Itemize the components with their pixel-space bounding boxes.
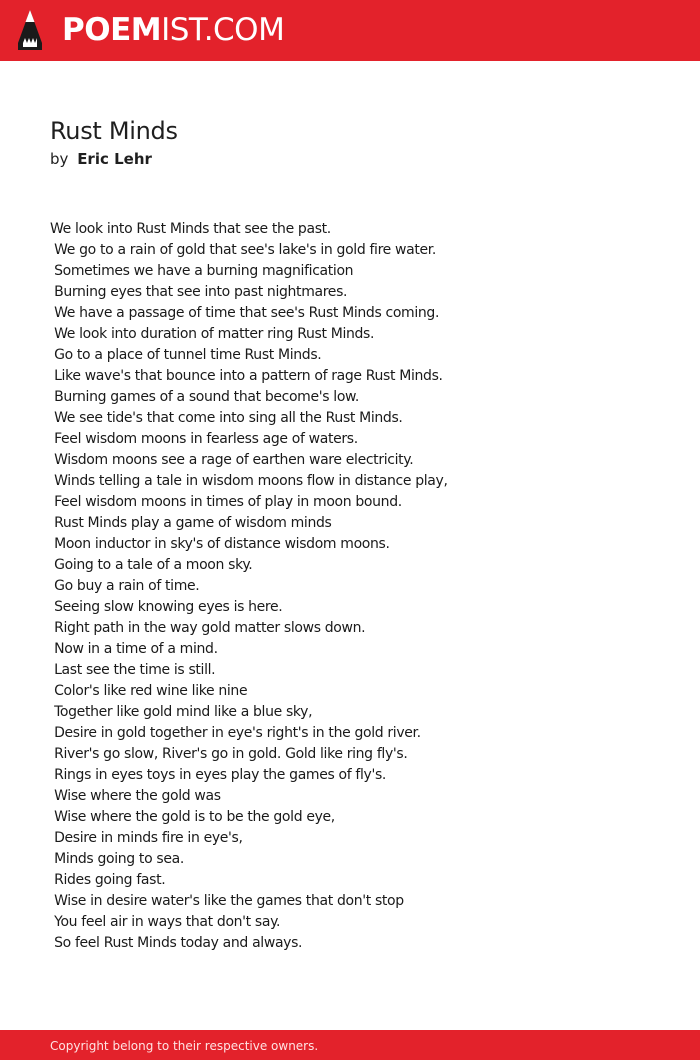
copyright-text: Copyright belong to their respective owners. <box>50 1039 319 1053</box>
poem-line: Feel wisdom moons in fearless age of waters. <box>50 431 358 447</box>
poem-line: Burning games of a sound that become's low. <box>50 389 359 405</box>
poem-line: Color's like red wine like nine <box>50 683 248 699</box>
poem-line: Going to a tale of a moon sky. <box>50 557 253 573</box>
poem-line: Go to a place of tunnel time Rust Minds. <box>50 347 322 363</box>
poem-title: Rust Minds <box>50 117 178 145</box>
poem-line: We go to a rain of gold that see's lake's in gold fire water. <box>50 242 436 258</box>
poem-line: Rides going fast. <box>50 872 166 888</box>
poem-line: Wise in desire water's like the games that don't stop <box>50 893 404 909</box>
poem-line: We look into Rust Minds that see the past. <box>50 221 331 237</box>
poem-line: Minds going to sea. <box>50 851 184 867</box>
poem-line: Last see the time is still. <box>50 662 216 678</box>
logo-bold-text: POEM <box>62 12 162 48</box>
poem-line: Go buy a rain of time. <box>50 578 200 594</box>
site-logo[interactable] <box>62 11 284 49</box>
poem-line: Together like gold mind like a blue sky, <box>50 704 313 720</box>
poem-body <box>50 219 650 954</box>
poem-line: Now in a time of a mind. <box>50 641 218 657</box>
logo-light-text: IST.COM <box>161 12 285 48</box>
poem-line: Like wave's that bounce into a pattern of rage Rust Minds. <box>50 368 443 384</box>
poem-line: Wisdom moons see a rage of earthen ware electricity. <box>50 452 414 468</box>
poem-line: Seeing slow knowing eyes is here. <box>50 599 283 615</box>
byline <box>50 149 152 169</box>
poem-line: We see tide's that come into sing all the Rust Minds. <box>50 410 403 426</box>
poem-line: Burning eyes that see into past nightmares. <box>50 284 348 300</box>
poem-line: Right path in the way gold matter slows down. <box>50 620 366 636</box>
poem-line: Wise where the gold is to be the gold eye, <box>50 809 335 825</box>
pencil-logo-icon[interactable] <box>17 9 43 51</box>
poem-line: You feel air in ways that don't say. <box>50 914 281 930</box>
poem-line: Desire in minds fire in eye's, <box>50 830 243 846</box>
poem-line: We look into duration of matter ring Rust Minds. <box>50 326 375 342</box>
poem-line: River's go slow, River's go in gold. Gold like ring fly's. <box>50 746 408 762</box>
poem-line: Rust Minds play a game of wisdom minds <box>50 515 332 531</box>
poem-line: Desire in gold together in eye's right's in the gold river. <box>50 725 421 741</box>
poem-line: Sometimes we have a burning magnification <box>50 263 354 279</box>
poem-line: Rings in eyes toys in eyes play the games of fly's. <box>50 767 387 783</box>
poem-line: Feel wisdom moons in times of play in moon bound. <box>50 494 402 510</box>
author-name[interactable]: Eric Lehr <box>77 150 152 168</box>
by-label: by <box>50 150 69 168</box>
poem-line: Wise where the gold was <box>50 788 221 804</box>
site-header <box>0 0 700 61</box>
poem-line: Winds telling a tale in wisdom moons flow in distance play, <box>50 473 448 489</box>
poem-line: So feel Rust Minds today and always. <box>50 935 303 951</box>
poem-line: Moon inductor in sky's of distance wisdom moons. <box>50 536 390 552</box>
poem-line: We have a passage of time that see's Rust Minds coming. <box>50 305 440 321</box>
site-footer <box>0 1030 700 1060</box>
